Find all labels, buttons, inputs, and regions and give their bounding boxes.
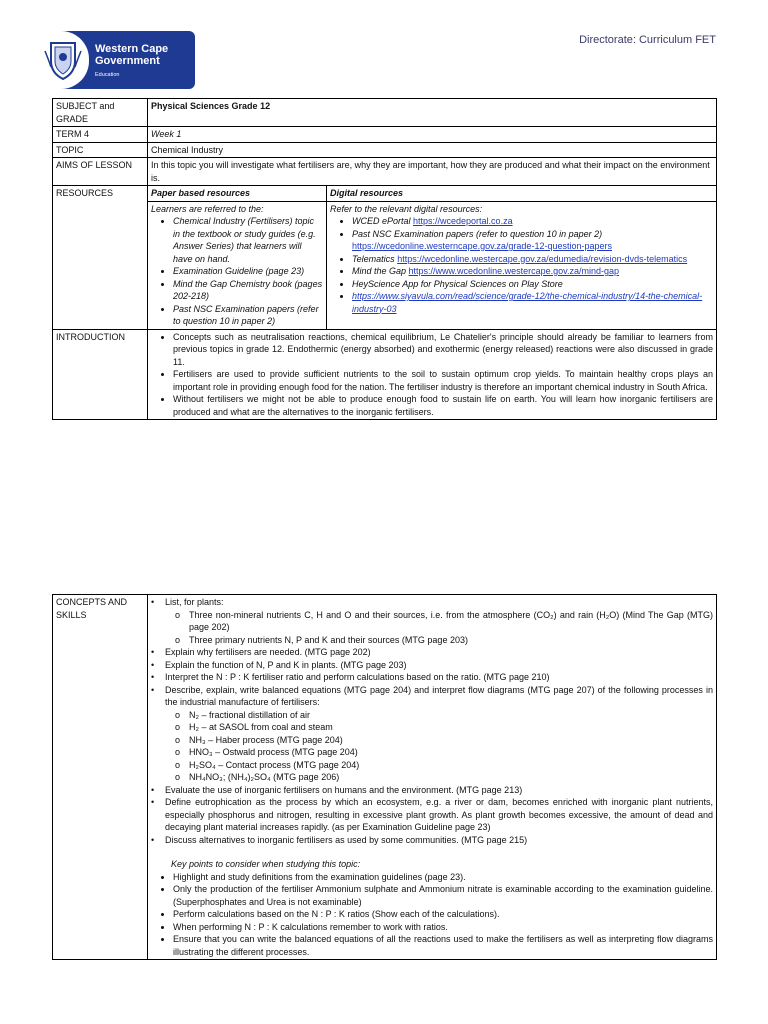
logo-line-2: Government xyxy=(95,54,160,67)
concept-item: Evaluate the use of inorganic fertilisers on humans and the environment. (MTG page 213) xyxy=(165,784,523,795)
concept-item: Explain the function of N, P and K in plants. (MTG page 203) xyxy=(165,659,407,670)
aims-row xyxy=(53,158,717,186)
introduction-content xyxy=(148,329,717,420)
resources-content-row xyxy=(53,201,717,329)
lesson-table xyxy=(52,98,717,420)
process-item: N₂ – fractional distillation of air xyxy=(189,709,311,720)
key-points-heading: Key points to consider when studying this topic: xyxy=(171,859,361,869)
paper-item: • Mind the Gap Chemistry book (pages 202-218) xyxy=(173,278,323,303)
link-question-papers[interactable]: https://wcedonline.westerncape.gov.za/grade-12-question-papers xyxy=(352,241,612,251)
concept-item: List, for plants: xyxy=(165,597,224,607)
process-item: HNO₃ – Ostwald process (MTG page 204) xyxy=(189,747,358,757)
concept-item: Describe, explain, write balanced equations (MTG page 204) and interpret flow diagrams (MTG page 207) of the following processes in the industrial manufacture of fertilisers: xyxy=(165,684,713,707)
concept-item: Discuss alternatives to inorganic fertilisers as used by some communities. (MTG page 215) xyxy=(165,834,528,845)
term-value: Week 1 xyxy=(148,127,717,143)
intro-item: • Fertilisers are used to provide sufficient nutrients to the soil to sustain optimum crop yields. To maintain healthy crops plays an important role in providing enough food for the nation. The fertiliser industry is therefore an important chemical industry in South Africa. xyxy=(173,368,713,393)
concept-item: Explain why fertilisers are needed. (MTG page 202) xyxy=(165,647,371,657)
subject-value: Physical Sciences Grade 12 xyxy=(148,99,717,127)
concept-item: Interpret the N : P : K fertiliser ratio and perform calculations based on the ratio. (MTG page 210) xyxy=(165,672,550,682)
coat-of-arms-icon xyxy=(37,31,89,89)
link-telematics[interactable]: https://wcedonline.westercape.gov.za/edumedia/revision-dvds-telematics xyxy=(397,253,688,264)
key-point: • Highlight and study definitions from the examination guidelines (page 23). xyxy=(173,871,713,884)
digital-heading: Digital resources xyxy=(327,186,717,202)
concepts-label: CONCEPTS AND SKILLS xyxy=(53,595,148,960)
digital-item xyxy=(352,290,713,315)
process-item: H₂SO₄ – Contact process (MTG page 204) xyxy=(189,759,360,770)
paper-heading: Paper based resources xyxy=(148,186,327,202)
topic-row xyxy=(53,142,717,158)
subject-row xyxy=(53,99,717,127)
concept-subitem: Three primary nutrients N, P and K and their sources (MTG page 203) xyxy=(189,634,468,645)
key-point: • Perform calculations based on the N : P : K ratios (Show each of the calculations). xyxy=(173,908,713,921)
process-item: H₂ – at SASOL from coal and steam xyxy=(189,722,333,732)
process-item: NH₄NO₃; (NH₄)₂SO₄ (MTG page 206) xyxy=(189,772,340,782)
concepts-content: • List, for plants: o Three non-mineral nutrients C, H and O and their sources, i.e. from the atmosphere (CO₂) and rain (H₂O) (Mind The Gap (MTG) page 202) o Three primary nutrients N, P and K and their sources (MTG page 203) • Explain why fertilisers are needed. (MTG page 202) • Explain the function of N, P and K in plants. (MTG page 203) • Interpret the N : P : K fertiliser ratio and perform calculations based on the ratio. (MTG page 210) • Describe, explain, write balanced equations (MTG page 204) and interpret flow diagrams (MTG page 207) of the following processes in the industrial manufacture of fertilisers: o N₂ – fractional distillation of air o H₂ – at SASOL from coal and steam o NH₃ – Haber process (MTG page 204) o HNO₃ – Ostwald process (MTG page 204) o H₂SO₄ – Contact process (MTG page 204) o NH₄NO₃; (NH₄)₂SO₄ (MTG page 206) • Evaluate the use of inorganic fertilisers on humans and the environment. (MTG page 213) • Define eutrophication as the process by which an ecosystem, e.g. a river or dam, becomes enriched with inorganic plant nutrients, especially phosphorus and nitrogen, resulting in excessive plant growth. As plant growth becomes excessive, the amount of dead and decaying plant material increases rapidly. (as per Examination Guideline page 23) • Discuss alternatives to inorganic fertilisers as used by some communities. (MTG page 215) Key points to consider when studying this topic: • Highlight and study definitions from the examination guidelines (page 23). • Only the production of the fertiliser Ammonium sulphate and Ammonium nitrate is examinable according to the examination guideline. (Superphosphates and Urea is not examinable) • Perform calculations based on the N : P : K ratios (Show each of the calculations). • When performing N : P : K calculations remember to work with ratios. • Ensure that you can write the balanced equations of all the reactions used to make the fertilisers as well as interpreting flow diagrams illustrating the different processes. xyxy=(148,595,717,960)
link-wcedeportal[interactable]: https://wcedeportal.co.za xyxy=(413,216,513,226)
aims-value: In this topic you will investigate what fertilisers are, why they are important, how they are produced and what their impact on the environment is. xyxy=(148,158,717,186)
intro-item: • Concepts such as neutralisation reactions, chemical equilibrium, Le Chatelier's principle should already be familiar to learners from previous topics in grade 12. Endothermic (energy absorbed) and exothermic (energy released) reactions were also discussed in grade 11. xyxy=(173,331,713,369)
directorate-label: Directorate: Curriculum FET xyxy=(579,34,716,46)
link-mind-gap[interactable]: https://www.wcedonline.westercape.gov.za/mind-gap xyxy=(408,266,619,276)
resources-row xyxy=(53,186,717,202)
digital-item: • Past NSC Examination papers (refer to question 10 in paper 2) https://wcedonline.westerncape.gov.za/grade-12-question-papers xyxy=(352,228,713,253)
resources-label: RESOURCES xyxy=(53,186,148,330)
wcg-logo xyxy=(37,31,195,89)
introduction-row xyxy=(53,329,717,420)
digital-intro: Refer to the relevant digital resources: xyxy=(330,203,483,214)
term-row xyxy=(53,127,717,143)
key-point: • Ensure that you can write the balanced equations of all the reactions used to make the fertilisers as well as interpreting flow diagrams illustrating the different processes. xyxy=(173,933,713,958)
topic-value: Chemical Industry xyxy=(148,142,717,158)
digital-item: • WCED ePortal https://wcedeportal.co.za xyxy=(352,215,713,228)
logo-line-1: Western Cape xyxy=(95,42,169,55)
aims-label: AIMS OF LESSON xyxy=(53,158,148,186)
concepts-table xyxy=(52,594,717,960)
intro-item: • Without fertilisers we might not be able to produce enough food to sustain life on earth. You will learn how inorganic fertilisers are produced and what are the alternatives to the inorganic fertilisers. xyxy=(173,393,713,418)
paper-intro: Learners are referred to the: xyxy=(151,203,264,214)
concept-item: Define eutrophication as the process by which an ecosystem, e.g. a river or dam, becomes enriched with inorganic plant nutrients, especially phosphorus and nitrogen, resulting in excessive plant growth. As plant growth becomes excessive, the amount of dead and decaying plant material increases rapidly. (as per Examination Guideline page 23) xyxy=(165,797,713,832)
paper-item: • Chemical Industry (Fertilisers) topic in the textbook or study guides (e.g. Answer Series) that learners will have on hand. xyxy=(173,215,323,265)
process-item: NH₃ – Haber process (MTG page 204) xyxy=(189,734,343,745)
logo-line-3: Education xyxy=(95,71,120,78)
key-point: • When performing N : P : K calculations remember to work with ratios. xyxy=(173,921,713,934)
subject-label: SUBJECT and GRADE xyxy=(53,99,148,127)
concept-subitem: Three non-mineral nutrients C, H and O and their sources, i.e. from the atmosphere (CO₂) and rain (H₂O) (Mind The Gap (MTG) page 202) xyxy=(189,609,713,632)
digital-resources xyxy=(327,201,717,329)
term-label: TERM 4 xyxy=(53,127,148,143)
digital-item: • Mind the Gap https://www.wcedonline.westercape.gov.za/mind-gap xyxy=(352,265,713,278)
paper-resources xyxy=(148,201,327,329)
link-siyavula[interactable]: https://www.siyavula.com/read/science/grade-12/the-chemical-industry/14-the-chemical-industry-03 xyxy=(352,291,703,314)
topic-label: TOPIC xyxy=(53,142,148,158)
digital-item: • Telematics https://wcedonline.westercape.gov.za/edumedia/revision-dvds-telematics xyxy=(352,253,713,266)
key-point: • Only the production of the fertiliser Ammonium sulphate and Ammonium nitrate is examinable according to the examination guideline. (Superphosphates and Urea is not examinable) xyxy=(173,883,713,908)
digital-item: • HeyScience App for Physical Sciences on Play Store xyxy=(352,278,713,291)
concepts-row xyxy=(53,595,717,960)
paper-item: • Past NSC Examination papers (refer to question 10 in paper 2) xyxy=(173,303,323,328)
introduction-label: INTRODUCTION xyxy=(53,329,148,420)
paper-item: • Examination Guideline (page 23) xyxy=(173,265,323,278)
